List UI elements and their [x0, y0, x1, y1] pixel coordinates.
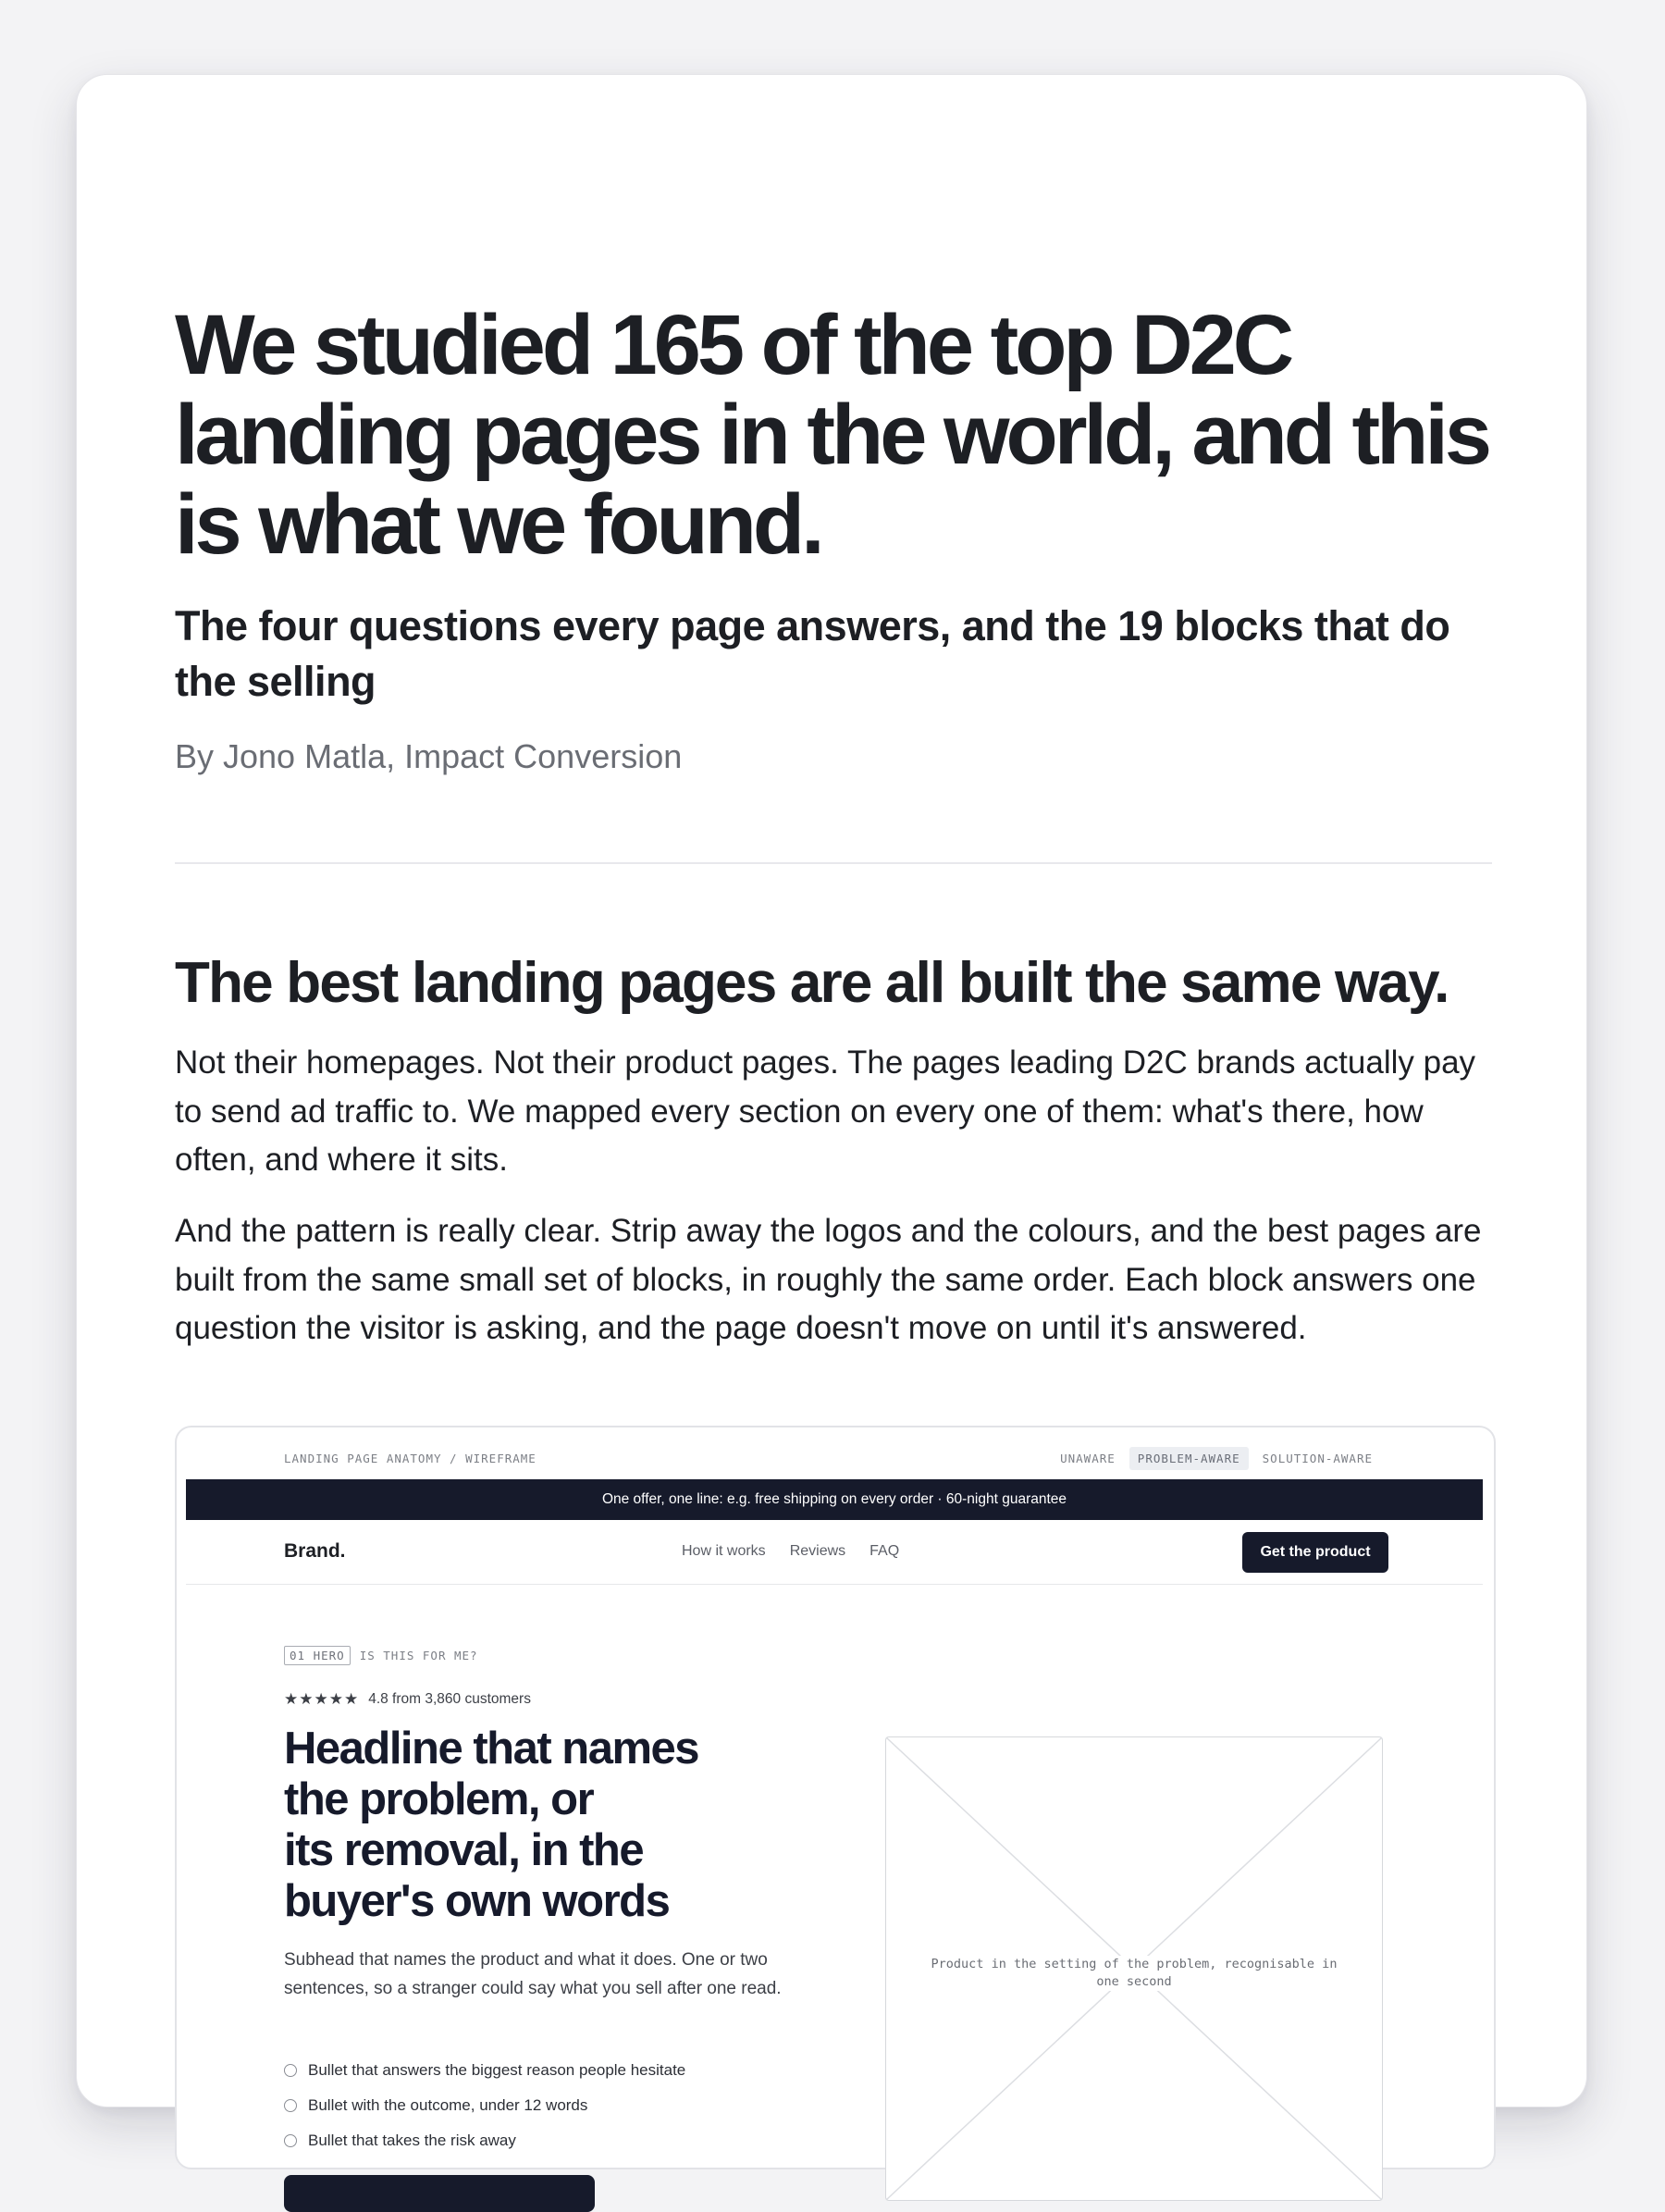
- tab-problem-aware[interactable]: PROBLEM-AWARE: [1129, 1447, 1249, 1470]
- hero-tag-box: 01 HERO: [284, 1646, 351, 1665]
- get-product-button[interactable]: Get the product: [1242, 1532, 1388, 1573]
- paragraph-intro: Not their homepages. Not their product pages. The pages leading D2C brands actually pay to send ad traffic to. We mapped every section on every one of them: what's there, how often, and where it sits.: [175, 1044, 1476, 1178]
- article-title: We studied 165 of the top D2C landing pages in the world, and this is what we found.: [175, 298, 1489, 572]
- circle-bullet-icon: [284, 2099, 297, 2112]
- nav-divider: [186, 1584, 1483, 1585]
- hero-tag: [284, 1646, 478, 1665]
- list-item: [284, 2088, 685, 2123]
- awareness-tabs: [1052, 1447, 1381, 1470]
- hero-headline-line: buyer's own words: [284, 1876, 670, 1926]
- paragraph-pattern: And the pattern is really clear. Strip away the logos and the colours, and the best pages are built from the same small set of blocks, in roughly the same order. Each block answers one question the visitor is asking, and the page doesn't move on until it's answered.: [175, 1213, 1482, 1346]
- bullet-text: Bullet that answers the biggest reason people hesitate: [308, 2061, 686, 2079]
- image-caption: Product in the setting of the problem, recognisable in one second: [923, 1956, 1345, 1991]
- circle-bullet-icon: [284, 2064, 297, 2077]
- article-card: [76, 74, 1587, 2149]
- divider: [175, 862, 1492, 864]
- image-placeholder: [885, 1736, 1383, 2201]
- hero-bullets: [284, 2053, 685, 2158]
- wireframe-nav: [682, 1543, 899, 1560]
- star-icon: ★★★★★: [284, 1690, 360, 1708]
- rating-text: 4.8 from 3,860 customers: [368, 1691, 531, 1707]
- hero-subhead: Subhead that names the product and what it does. One or two sentences, so a stranger could say what you sell after one read.: [284, 1950, 782, 1998]
- bullet-text: Bullet with the outcome, under 12 words: [308, 2096, 588, 2114]
- nav-link-how-it-works[interactable]: How it works: [682, 1543, 766, 1559]
- bullet-text: Bullet that takes the risk away: [308, 2132, 516, 2149]
- hero-tag-question: IS THIS FOR ME?: [359, 1649, 478, 1662]
- brand-logo[interactable]: Brand.: [284, 1540, 346, 1562]
- hero-headline: [284, 1724, 802, 1927]
- tab-unaware[interactable]: UNAWARE: [1060, 1452, 1116, 1465]
- wireframe-label: LANDING PAGE ANATOMY / WIREFRAME: [284, 1452, 536, 1465]
- nav-link-faq[interactable]: FAQ: [870, 1543, 900, 1559]
- article-subtitle: The four questions every page answers, and the 19 blocks that do the selling: [175, 602, 1450, 705]
- section-heading: The best landing pages are all built the same way.: [175, 951, 1449, 1015]
- list-item: [284, 2053, 685, 2088]
- nav-link-reviews[interactable]: Reviews: [789, 1543, 846, 1559]
- tab-solution-aware[interactable]: SOLUTION-AWARE: [1262, 1452, 1373, 1465]
- article-byline: By Jono Matla, Impact Conversion: [175, 737, 683, 775]
- wireframe-figure: [175, 1426, 1496, 2169]
- hero-cta-button[interactable]: [284, 2175, 595, 2212]
- hero-headline-line: Headline that names: [284, 1724, 699, 1773]
- hero-headline-line: the problem, or: [284, 1774, 594, 1824]
- hero-headline-line: its removal, in the: [284, 1825, 644, 1875]
- list-item: [284, 2123, 685, 2158]
- circle-bullet-icon: [284, 2134, 297, 2147]
- offer-banner: One offer, one line: e.g. free shipping on every order · 60-night guarantee: [186, 1479, 1483, 1520]
- rating: [284, 1690, 531, 1709]
